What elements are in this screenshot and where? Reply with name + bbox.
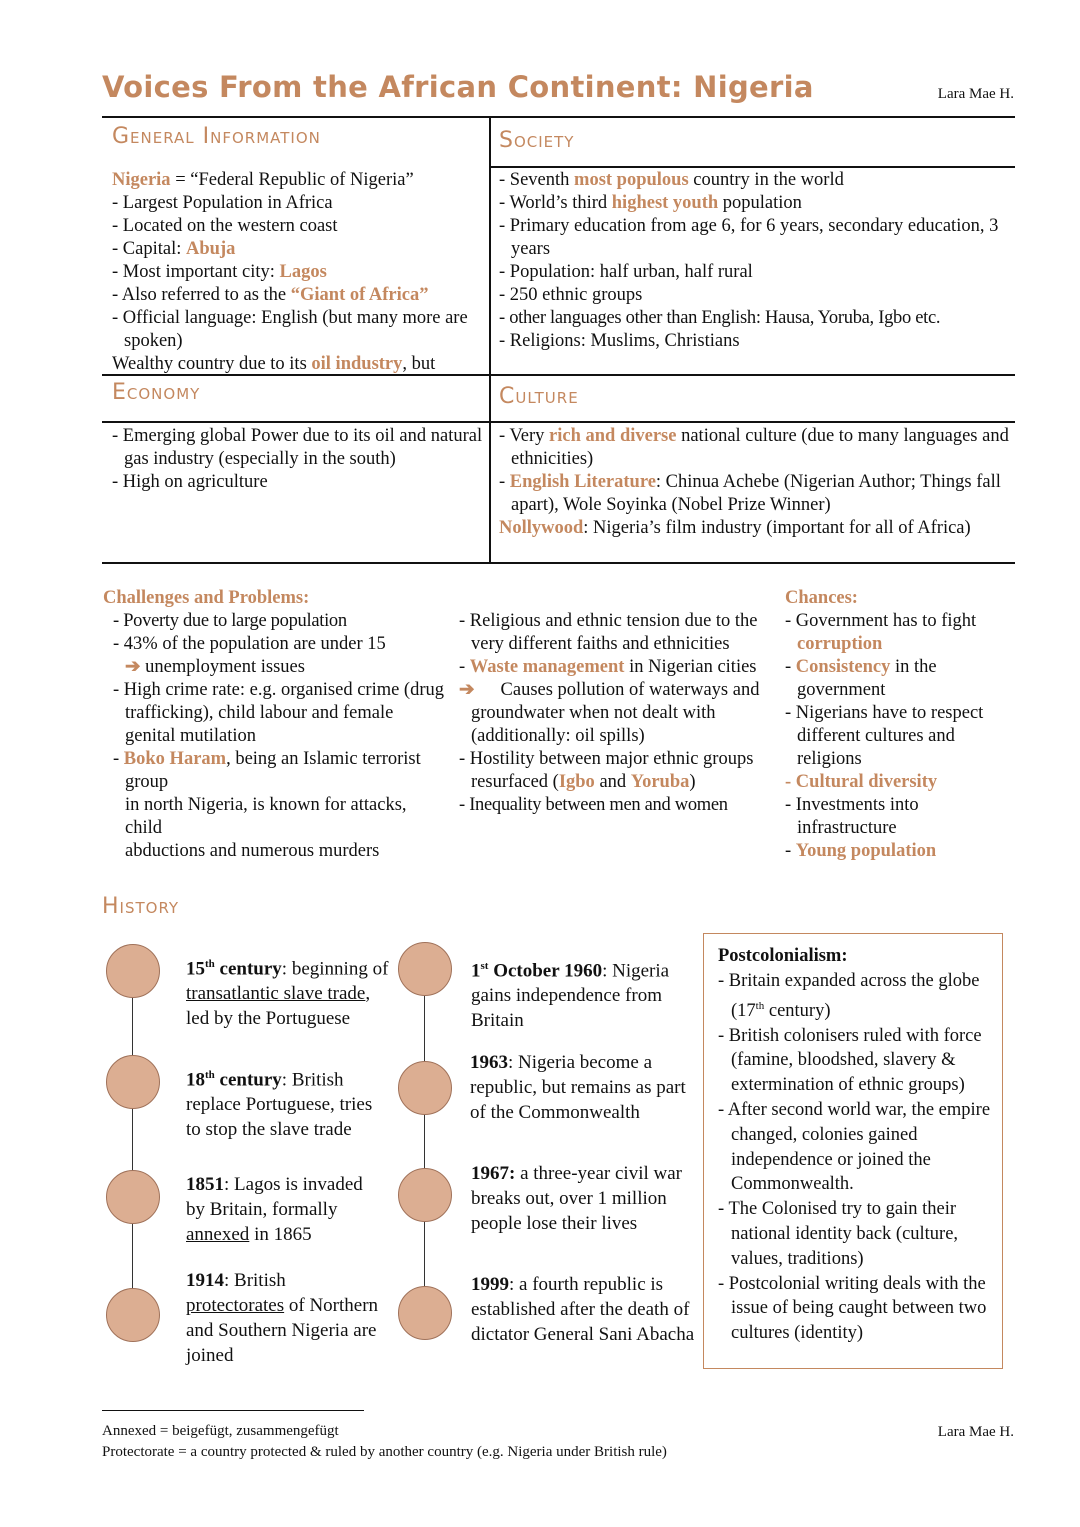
footnote-protectorate: Protectorate = a country protected & ruled by another country (e.g. Nigeria under British rule) [102,1444,667,1460]
list-item: Wealthy country due to its oil industry, but [112,354,436,374]
culture-list [499,425,1011,540]
economy-list [112,425,484,494]
list-item: - Religious and ethnic tension due to the very different faiths and ethnicities [459,610,779,656]
list-item: - Young population [785,840,1013,863]
list-item: - High crime rate: e.g. organised crime (drug trafficking), child labour and female genital mutilation [113,679,448,748]
timeline-marker [106,1288,160,1342]
timeline-line-right [424,968,425,1310]
list-item: - British colonisers ruled with force (famine, bloodshed, slavery & extermination of ethnic groups) [718,1024,992,1098]
overview-grid [102,116,1015,564]
economy-heading: Economy [112,380,201,405]
list-item: in north Nigeria, is known for attacks, child [125,795,407,838]
list-item: - English Literature: Chinua Achebe (Nigerian Author; Things fall apart), Wole Soyinka (Nobel Prize Winner) [499,471,1011,517]
list-item: - 43% of the population are under 15 [113,633,448,656]
author-name: Lara Mae H. [937,86,1014,102]
timeline-event: 1967: a three-year civil war breaks out, over 1 million people lose their lives [471,1163,683,1234]
footnote-divider [102,1410,364,1411]
timeline-marker [398,942,452,996]
list-item: - Waste management in Nigerian cities [459,656,779,679]
chances-column [785,587,1013,863]
list-item: ➔ unemployment issues [125,657,305,677]
list-item: - Cultural diversity [785,771,1013,794]
timeline-marker [106,1055,160,1109]
list-item: - Government has to fight corruption [785,610,1013,656]
list-item: ➔ Causes pollution of waterways and groundwater when not dealt with (additionally: oil spills) [459,680,760,746]
timeline-marker [106,1170,160,1224]
list-item: - World’s third highest youth population [499,192,1011,215]
list-item: - Also referred to as the “Giant of Africa” [112,284,484,307]
society-list [499,169,1011,353]
list-item: - The Colonised try to gain their national identity back (culture, values, traditions) [718,1197,992,1271]
general-info-list [112,169,484,376]
timeline-event: 1999: a fourth republic is established after the death of dictator General Sani Abacha [471,1274,695,1345]
society-heading: Society [499,128,575,153]
timeline-marker [398,1061,452,1115]
list-item: - Very rich and diverse national culture (due to many languages and ethnicities) [499,425,1011,471]
list-item: - Religions: Muslims, Christians [499,330,1011,353]
challenges-column-2 [459,610,779,817]
lower-heading-rule [102,421,1015,423]
general-heading: General Information [112,124,321,149]
postcolonialism-heading: Postcolonialism: [718,946,848,966]
list-item: - Poverty due to large population [113,610,448,633]
timeline-event: 1914: British protectorates of Northern and Southern Nigeria are joined [186,1270,379,1366]
chances-heading: Chances: [785,588,858,608]
list-item: - Population: half urban, half rural [499,261,1011,284]
footer-author: Lara Mae H. [937,1424,1014,1440]
timeline-event: 1851: Lagos is invaded by Britain, formally annexed in 1865 [186,1174,363,1245]
page-title: Voices From the African Continent: Nigeria [102,70,814,104]
list-item: - Investments into infrastructure [785,794,1013,840]
list-item: - Primary education from age 6, for 6 years, secondary education, 3 years [499,215,1011,261]
timeline-marker [106,944,160,998]
list-item: - Most important city: Lagos [112,261,484,284]
history-heading: History [102,894,180,919]
list-item: - Official language: English (but many more are spoken) [112,307,484,353]
list-item: - Seventh most populous country in the world [499,169,1011,192]
list-item: abductions and numerous murders [125,841,380,861]
list-item: - Capital: Abuja [112,238,484,261]
challenges-heading: Challenges and Problems: [103,588,310,608]
list-item: Nollywood: Nigeria’s film industry (important for all of Africa) [499,518,971,538]
list-item: - High on agriculture [112,471,484,494]
culture-heading: Culture [499,384,579,409]
arrow-right-icon: ➔ [125,657,141,677]
postcolonialism-box [703,933,1003,1369]
list-item: - Hostility between major ethnic groups resurfaced (Igbo and Yoruba) [459,748,779,794]
timeline-event: 1963: Nigeria become a republic, but remains as part of the Commonwealth [470,1052,686,1123]
list-item: - After second world war, the empire changed, colonies gained independence or joined the Commonwealth. [718,1098,992,1197]
society-heading-rule [489,166,1015,168]
list-item: - Largest Population in Africa [112,192,484,215]
challenges-column-1 [103,587,448,863]
list-item: - Postcolonial writing deals with the issue of being caught between two cultures (identity) [718,1272,992,1346]
list-item: - Inequality between men and women [459,794,779,817]
list-item: - other languages other than English: Hausa, Yoruba, Igbo etc. [499,307,1011,330]
timeline-event: 15th century: beginning of transatlantic slave trade, led by the Portuguese [186,958,389,1030]
timeline-marker [398,1168,452,1222]
footnote-annexed: Annexed = beigefügt, zusammengefügt [102,1423,339,1439]
timeline-event: 18th century: British replace Portuguese, tries to stop the slave trade [186,1069,373,1141]
timeline-event: 1st October 1960: Nigeria gains independence from Britain [471,960,670,1032]
list-item: - Emerging global Power due to its oil and natural gas industry (especially in the south) [112,425,484,471]
list-item: - Consistency in the government [785,656,1013,702]
timeline-marker [398,1286,452,1340]
list-item: - Boko Haram, being an Islamic terrorist group [113,748,448,794]
arrow-right-icon: ➔ [459,680,475,700]
list-item: Nigeria = “Federal Republic of Nigeria” [112,170,414,190]
grid-divider-vertical [489,118,491,562]
list-item: - Nigerians have to respect different cultures and religions [785,702,1013,771]
timeline-line-left [132,970,133,1315]
list-item: - Britain expanded across the globe (17th century) [718,969,992,1024]
list-item: - 250 ethnic groups [499,284,1011,307]
list-item: - Located on the western coast [112,215,484,238]
